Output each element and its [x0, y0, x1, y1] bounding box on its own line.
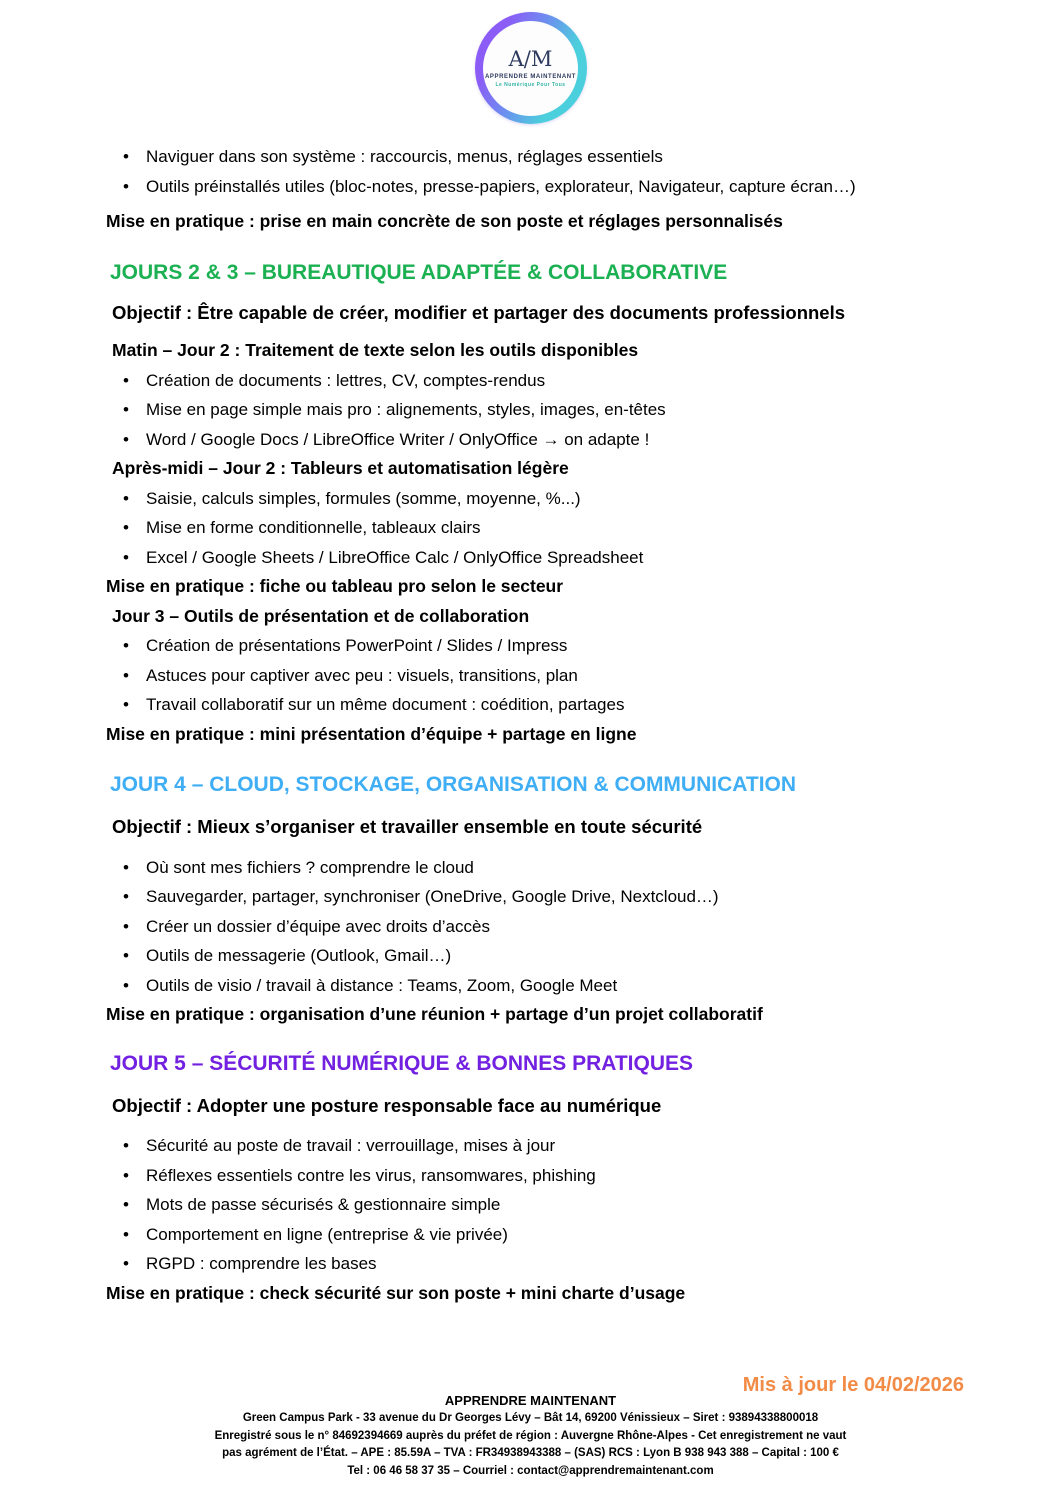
bullet-item: • Où sont mes fichiers ? comprendre le cloud — [106, 853, 971, 883]
company-name: APPRENDRE MAINTENANT — [444, 1393, 617, 1408]
practice-line: Mise en pratique : fiche ou tableau pro selon le secteur — [106, 576, 564, 596]
section-heading: JOUR 4 – CLOUD, STOCKAGE, ORGANISATION & COMMUNICATION — [110, 773, 797, 796]
bullet-item: • RGPD : comprendre les bases — [106, 1249, 971, 1279]
bullet-list — [106, 853, 971, 1030]
section-intro — [106, 142, 971, 237]
bullet-item: • Réflexes essentiels contre les virus, ransomwares, phishing — [106, 1161, 971, 1191]
section-jour-5 — [106, 1049, 971, 1309]
bullet-item: • Saisie, calculs simples, formules (somme, moyenne, %...) — [106, 484, 971, 514]
objective-line: Objectif : Mieux s’organiser et travailler ensemble en toute sécurité — [112, 816, 703, 837]
bullet-item: • Outils de visio / travail à distance : Teams, Zoom, Google Meet — [106, 971, 971, 1001]
logo-monogram: A/M — [508, 47, 553, 71]
bullet-item: • Mise en forme conditionnelle, tableaux clairs — [106, 513, 971, 543]
section-jour-4 — [106, 770, 971, 1030]
logo-name: APPRENDRE MAINTENANT — [484, 74, 576, 80]
objective-line: Objectif : Être capable de créer, modifier et partager des documents professionnels — [112, 301, 846, 323]
practice-line: Mise en pratique : organisation d’une réunion + partage d’un projet collaboratif — [106, 1004, 763, 1024]
footer-legal-line: pas agrément de l’État. – APE : 85.59A – TVA : FR34938943388 – (SAS) RCS : Lyon B 938 943 388 – Capital : 100 € — [222, 1447, 839, 1459]
footer-address-line: Green Campus Park - 33 avenue du Dr Georges Lévy – Bât 14, 69200 Vénissieux – Siret : 93894338800018 — [242, 1412, 819, 1424]
bullet-item: • Naviguer dans son système : raccourcis, menus, réglages essentiels — [106, 142, 971, 172]
page-footer — [0, 1372, 1061, 1480]
bullet-item: • Mots de passe sécurisés & gestionnaire simple — [106, 1190, 971, 1220]
bullet-item: • Comportement en ligne (entreprise & vie privée) — [106, 1220, 971, 1250]
bullet-item: • Excel / Google Sheets / LibreOffice Calc / OnlyOffice Spreadsheet — [106, 543, 971, 573]
bullet-item: • Sécurité au poste de travail : verrouillage, mises à jour — [106, 1131, 971, 1161]
subhead-matin-jour2: Matin – Jour 2 : Traitement de texte selon les outils disponibles — [112, 340, 639, 360]
logo-ring-icon — [475, 12, 587, 124]
section-heading: JOUR 5 – SÉCURITÉ NUMÉRIQUE & BONNES PRATIQUES — [110, 1051, 694, 1075]
practice-line: Mise en pratique : prise en main concrète de son poste et réglages personnalisés — [106, 211, 783, 231]
subhead-jour3: Jour 3 – Outils de présentation et de collaboration — [112, 605, 530, 626]
bullet-item: • Travail collaboratif sur un même document : coédition, partages — [106, 690, 971, 720]
section-heading: JOURS 2 & 3 – BUREAUTIQUE ADAPTÉE & COLLABORATIVE — [110, 260, 728, 284]
bullet-item: • Création de présentations PowerPoint / Slides / Impress — [106, 631, 971, 661]
objective-line: Objectif : Adopter une posture responsable face au numérique — [112, 1094, 662, 1116]
bullet-list — [106, 1131, 971, 1308]
bullet-item: • Astuces pour captiver avec peu : visuels, transitions, plan — [106, 661, 971, 691]
subhead-apres-midi-jour2: Après-midi – Jour 2 : Tableurs et automatisation légère — [112, 458, 569, 478]
practice-line: Mise en pratique : mini présentation d’équipe + partage en ligne — [106, 723, 637, 744]
logo-inner-circle — [483, 21, 578, 116]
logo — [0, 0, 1061, 124]
bullet-item: • Créer un dossier d’équipe avec droits d’accès — [106, 912, 971, 942]
document-body — [0, 142, 1061, 1308]
section-jours-2-3 — [106, 258, 971, 750]
practice-line: Mise en pratique : check sécurité sur son poste + mini charte d’usage — [106, 1282, 686, 1303]
bullet-item: • Word / Google Docs / LibreOffice Writer / OnlyOffice → on adapte ! — [106, 425, 971, 455]
bullet-item: • Création de documents : lettres, CV, comptes-rendus — [106, 366, 971, 396]
footer-contact-line: Tel : 06 46 58 37 35 – Courriel : contact@apprendremaintenant.com — [347, 1464, 714, 1477]
footer-registration-line: Enregistré sous le n° 84692394669 auprès du préfet de région : Auvergne Rhône-Alpes - Cet enregistrement ne vaut — [214, 1429, 847, 1442]
bullet-item: • Mise en page simple mais pro : alignements, styles, images, en-têtes — [106, 395, 971, 425]
bullet-item: • Outils préinstallés utiles (bloc-notes, presse-papiers, explorateur, Navigateur, capture écran…) — [106, 172, 971, 202]
logo-tagline: Le Numérique Pour Tous — [495, 82, 566, 88]
updated-date: Mis à jour le 04/02/2026 — [742, 1374, 964, 1396]
bullet-item: • Outils de messagerie (Outlook, Gmail…) — [106, 941, 971, 971]
bullet-item: • Sauvegarder, partager, synchroniser (OneDrive, Google Drive, Nextcloud…) — [106, 882, 971, 912]
